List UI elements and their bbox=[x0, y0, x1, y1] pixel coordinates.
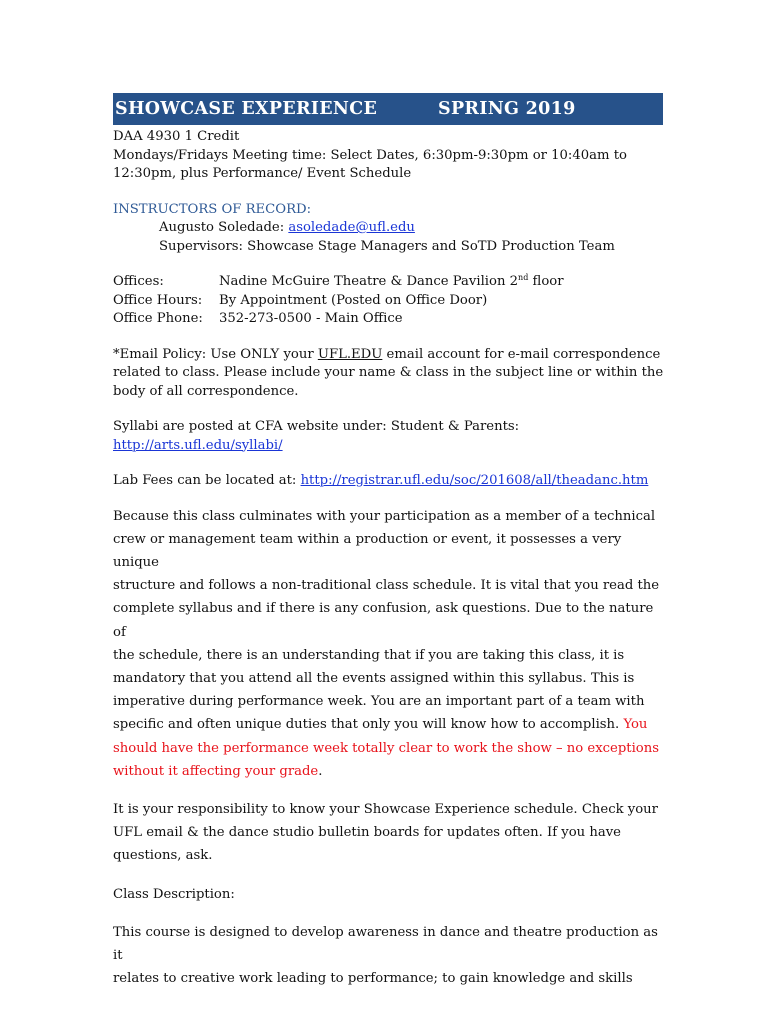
supervisors-line: Supervisors: Showcase Stage Managers and SoTD Production Team bbox=[159, 238, 615, 254]
instructors-heading: INSTRUCTORS OF RECORD: bbox=[113, 201, 312, 217]
instructor-line bbox=[113, 219, 663, 238]
email-policy bbox=[113, 346, 663, 402]
instructor-email-link[interactable]: asoledade@ufl.edu bbox=[288, 220, 415, 235]
offices-row bbox=[113, 273, 663, 292]
email-policy-line-2: related to class. Please include your name & class in the subject line or within the bbox=[113, 365, 664, 380]
paragraph-line: imperative during performance week. You are an important part of a team with bbox=[113, 694, 645, 710]
paragraph-line: crew or management team within a production or event, it possesses a very unique bbox=[113, 531, 622, 570]
email-policy-suffix: email account for e-mail correspondence bbox=[382, 346, 661, 362]
warning-text: without it affecting your grade bbox=[113, 763, 319, 779]
syllabi-text: Syllabi are posted at CFA website under: Student & Parents: bbox=[113, 419, 520, 434]
office-phone-label: Office Phone: bbox=[113, 311, 203, 326]
paragraph-line: relates to creative work leading to performance; to gain knowledge and skills bbox=[113, 971, 633, 987]
meeting-time-line-1: Mondays/Fridays Meeting time: Select Dates, 6:30pm-9:30pm or 10:40am to bbox=[113, 147, 627, 163]
paragraph-line: UFL email & the dance studio bulletin boards for updates often. If you have bbox=[113, 825, 621, 841]
class-description-heading: Class Description: bbox=[113, 886, 235, 902]
instructors-section bbox=[113, 201, 663, 257]
office-hours-value: By Appointment (Posted on Office Door) bbox=[219, 292, 488, 308]
class-description-body bbox=[113, 921, 663, 991]
offices-value-floor: floor bbox=[528, 274, 564, 289]
paragraph-line: complete syllabus and if there is any confusion, ask questions. Due to the nature of bbox=[113, 601, 654, 640]
email-policy-prefix: *Email Policy: Use ONLY your bbox=[113, 346, 318, 362]
email-policy-line-3: body of all correspondence. bbox=[113, 383, 299, 399]
paragraph-line: mandatory that you attend all the events assigned within this syllabus. This is bbox=[113, 670, 635, 686]
course-title: SHOWCASE EXPERIENCE bbox=[115, 99, 378, 119]
paragraph-period: . bbox=[318, 763, 323, 779]
office-hours-row bbox=[113, 292, 663, 311]
paragraph-class-culmination bbox=[113, 505, 663, 783]
syllabi-section bbox=[113, 418, 663, 455]
paragraph-line bbox=[113, 713, 663, 736]
offices-label: Offices: bbox=[113, 274, 164, 289]
office-section bbox=[113, 273, 663, 329]
lab-fees-text: Lab Fees can be located at: bbox=[113, 473, 301, 488]
offices-value bbox=[219, 273, 564, 292]
offices-value-sup: nd bbox=[518, 273, 529, 282]
lab-fees-link[interactable]: http://registrar.ufl.edu/soc/201608/all/theadanc.htm bbox=[300, 473, 649, 488]
course-info bbox=[113, 128, 663, 184]
office-phone-row bbox=[113, 310, 663, 329]
warning-text: should have the performance week totally clear to work the show – no exceptions bbox=[113, 740, 659, 756]
paragraph-line bbox=[113, 760, 663, 783]
warning-text: You bbox=[623, 717, 648, 733]
paragraph-line: questions, ask. bbox=[113, 848, 213, 864]
paragraph-line: It is your responsibility to know your Showcase Experience schedule. Check your bbox=[113, 801, 658, 817]
paragraph-line: This course is designed to develop awareness in dance and theatre production as it bbox=[113, 924, 658, 963]
instructor-name: Augusto Soledade: bbox=[159, 220, 289, 235]
office-phone-value: 352-273-0500 - Main Office bbox=[219, 311, 403, 326]
meeting-time-line-2: 12:30pm, plus Performance/ Event Schedule bbox=[113, 166, 412, 181]
lab-fees-line bbox=[113, 472, 663, 491]
office-hours-label: Office Hours: bbox=[113, 292, 203, 308]
paragraph-line-text: specific and often unique duties that only you will know how to accomplish. bbox=[113, 717, 624, 733]
title-banner bbox=[113, 93, 663, 125]
paragraph-line: the schedule, there is an understanding that if you are taking this class, it is bbox=[113, 647, 625, 663]
paragraph-responsibility bbox=[113, 798, 663, 868]
course-term: SPRING 2019 bbox=[438, 99, 576, 119]
syllabus-page bbox=[113, 93, 663, 990]
offices-value-text: Nadine McGuire Theatre & Dance Pavilion 2 bbox=[219, 274, 519, 289]
course-code-credit: DAA 4930 1 Credit bbox=[113, 129, 240, 144]
email-policy-line-1 bbox=[113, 346, 663, 365]
paragraph-line: structure and follows a non-traditional class schedule. It is vital that you read the bbox=[113, 578, 660, 594]
paragraph-line: Because this class culminates with your participation as a member of a technical bbox=[113, 508, 656, 524]
syllabi-link[interactable]: http://arts.ufl.edu/syllabi/ bbox=[113, 437, 283, 453]
ufl-edu-text: UFL.EDU bbox=[317, 346, 383, 362]
